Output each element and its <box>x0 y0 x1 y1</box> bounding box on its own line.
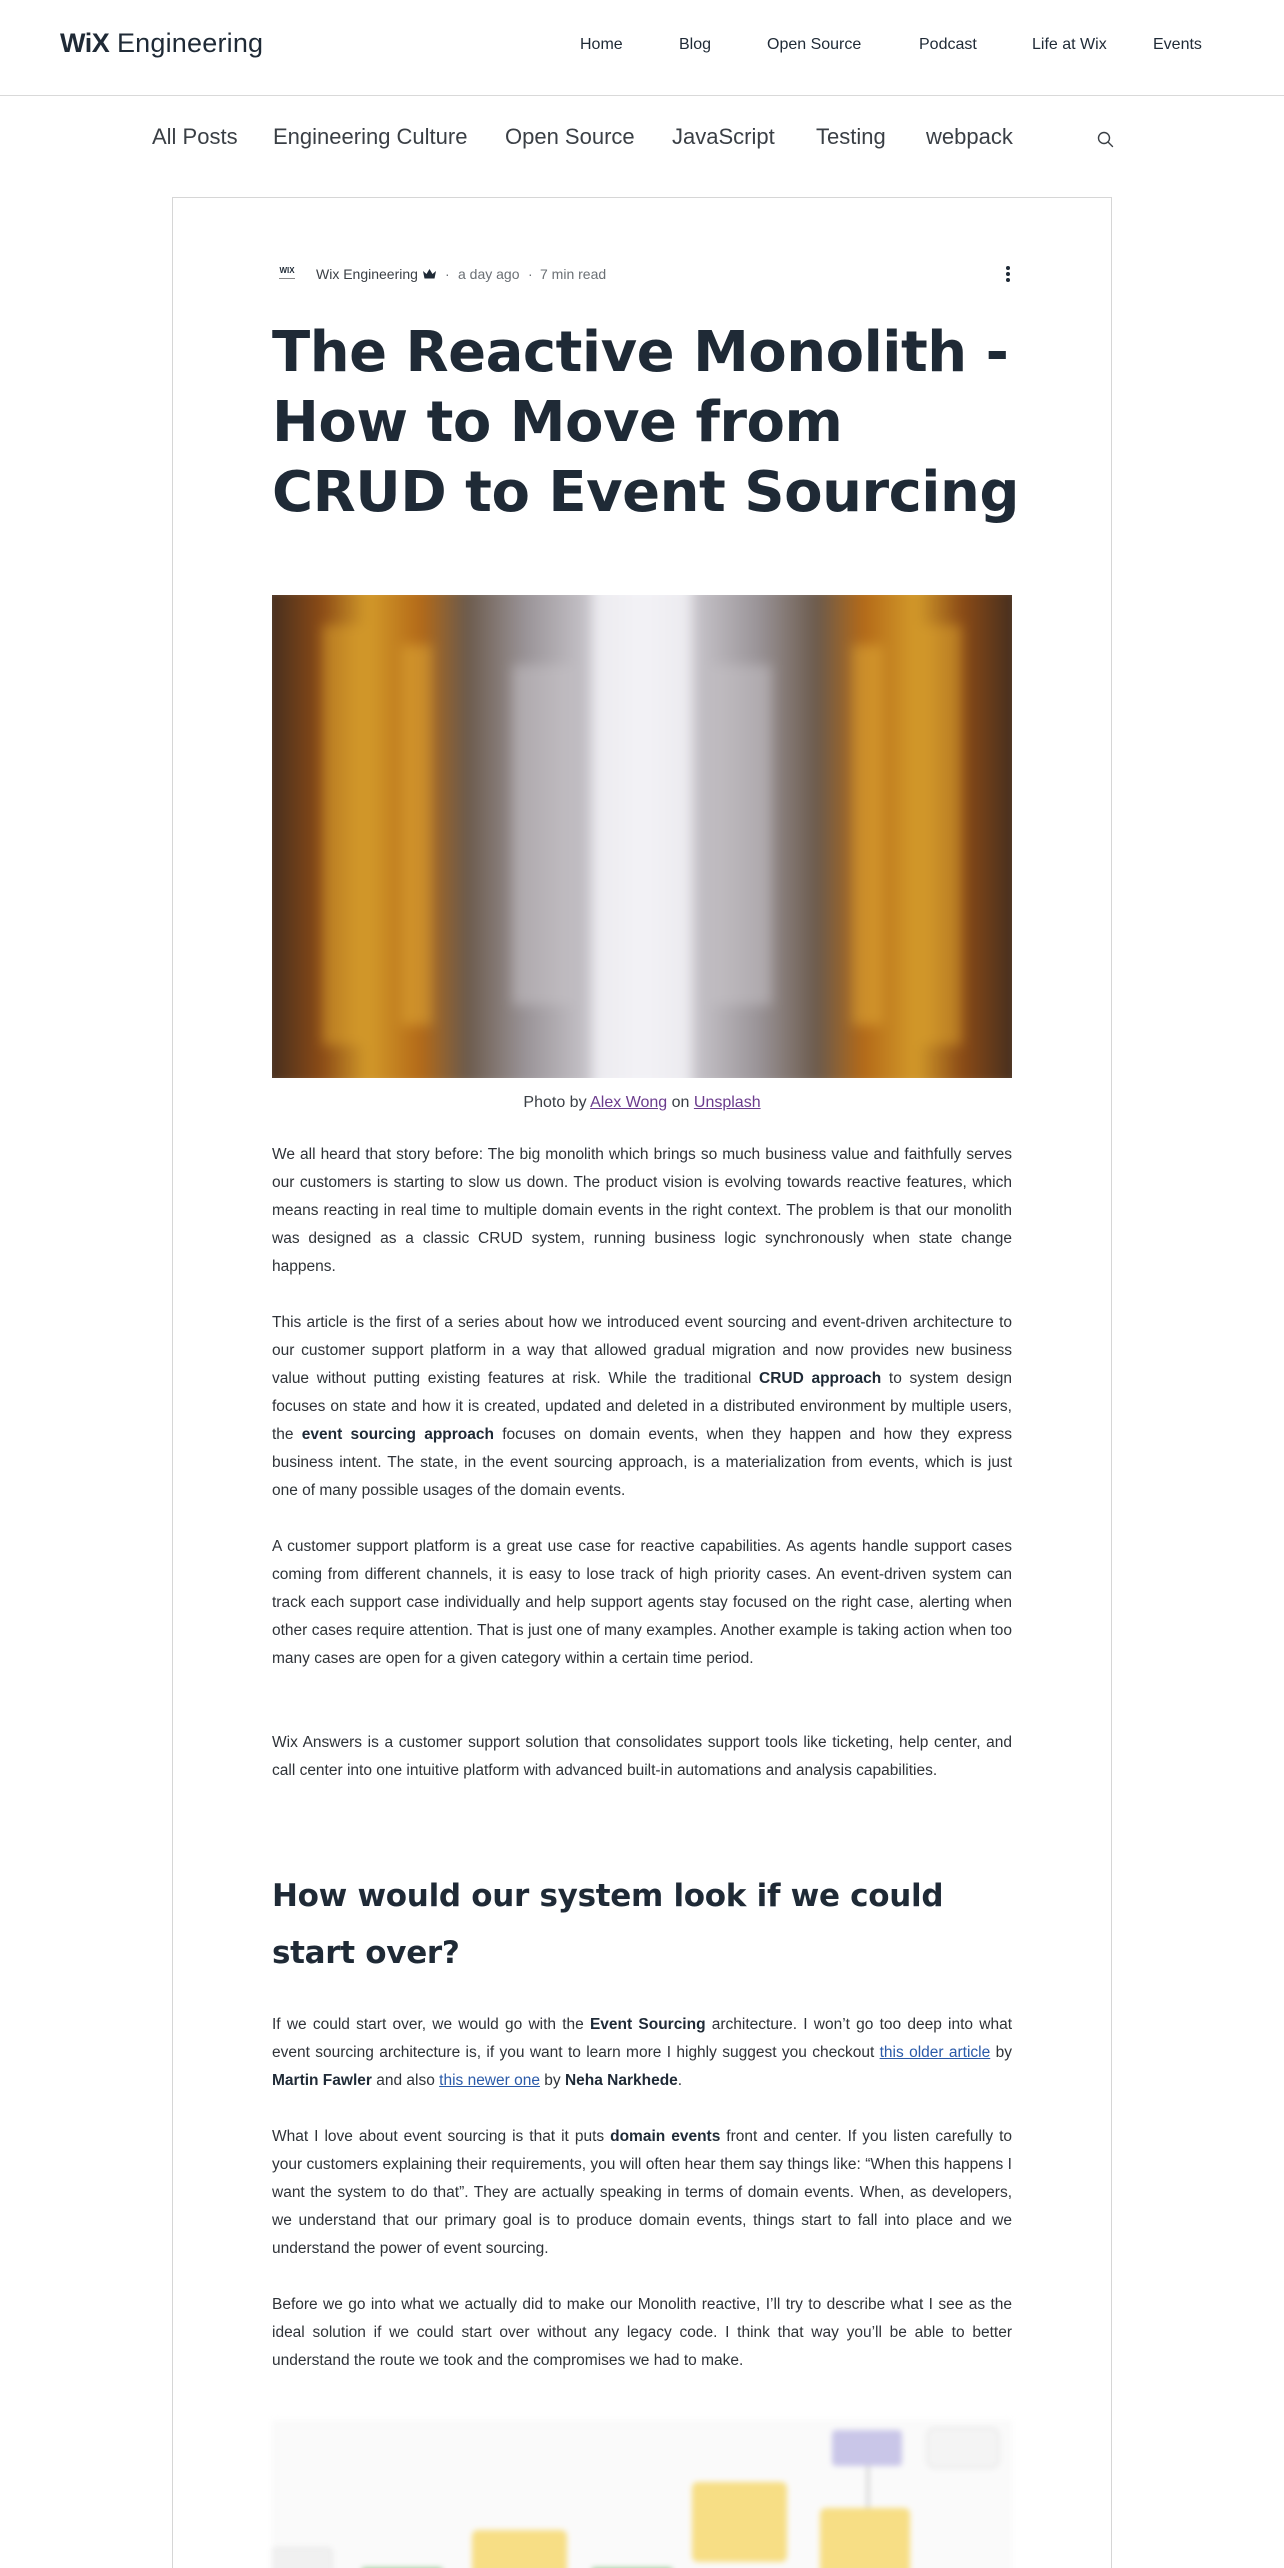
category-testing[interactable]: Testing <box>816 124 886 149</box>
p6-text-a: What I love about event sourcing is that it puts <box>272 2128 611 2145</box>
nav-events[interactable]: Events <box>1153 36 1202 53</box>
meta-separator-2: · <box>528 266 533 282</box>
unsplash-link[interactable]: Unsplash <box>693 1094 761 1111</box>
p5-text-g: . <box>677 2072 683 2089</box>
more-options-icon[interactable] <box>1000 264 1016 286</box>
nav-life-at-wix[interactable]: Life at Wix <box>1032 36 1107 53</box>
p2-bold-crud: CRUD approach <box>759 1370 882 1387</box>
category-all-posts[interactable]: All Posts <box>152 124 238 149</box>
caption-middle: on <box>667 1094 694 1111</box>
p5-bold-neha-narkhede: Neha Narkhede <box>564 2072 678 2089</box>
newer-article-link[interactable]: this newer one <box>439 2072 540 2089</box>
category-webpack[interactable]: webpack <box>926 124 1013 149</box>
p6-bold-domain-events: domain events <box>610 2128 721 2145</box>
avatar-text: WIX <box>279 266 295 275</box>
author-row <box>272 262 1014 286</box>
p2-text-c: to system design focuses on state and how it is created, updated and deleted in a distributed environment by multiple users, the <box>272 1370 1012 1443</box>
caption-prefix: Photo by <box>523 1094 591 1111</box>
section-heading: How would our system look if we could start over? <box>272 1878 944 1971</box>
paragraph-5 <box>272 2011 1012 2095</box>
p5-text-c: architecture. I won’t go too deep into what event sourcing architecture is, if you want to learn more I highly suggest you checkout <box>272 2016 1012 2061</box>
p2-text-d: focuses on domain events, when they happen and how they express business intent. The state, in the event sourcing approach, is a materialization from events, which is just one of many possible usages of the domain events. <box>272 1426 1013 1499</box>
category-engineering-culture[interactable]: Engineering Culture <box>273 124 468 149</box>
avatar[interactable] <box>272 262 302 286</box>
hero-image <box>272 595 1012 1078</box>
category-javascript[interactable]: JavaScript <box>672 124 775 149</box>
paragraph-4: Wix Answers is a customer support solution that consolidates support tools like ticketing, help center, and call center into one intuitive platform with advanced built-in automations and analysis capabilities. <box>272 1734 1012 1779</box>
architecture-diagram <box>272 2420 1012 2568</box>
author-name[interactable]: Wix Engineering <box>316 266 418 282</box>
p5-bold-event-sourcing: Event Sourcing <box>589 2016 706 2033</box>
paragraph-1: We all heard that story before: The big monolith which brings so much business value and faithfully serves our customers is starting to slow us down. The product vision is evolving towards reactive features, which means reacting in real time to multiple domain events in the right context. The problem is that our monolith was designed as a classic CRUD system, running business logic synchronously when state change happens. <box>272 1146 1012 1275</box>
p2-text-a: This article is the first of a series about how we introduced event sourcing and event-driven architecture to our customer support platform in a way that allowed gradual migration and now provides new business value without putting existing features at risk. While the traditional <box>272 1314 1012 1387</box>
older-article-link[interactable]: this older article <box>879 2044 991 2061</box>
site-header <box>0 0 1284 96</box>
site-logo[interactable] <box>60 28 263 59</box>
p6-text-c: front and center. If you listen carefully to your customers explaining their requirements, you will often hear them say things like: “When this happens I want the system to do that”. They are actually speaking in terms of domain events. When, as developers, we understand that our primary goal is to produce domain events, things start to fall into place and we understand the power of event sourcing. <box>272 2128 1013 2257</box>
logo-text: Engineering <box>116 28 264 58</box>
meta-separator-1: · <box>445 266 450 282</box>
p5-text-d: by <box>990 2044 1012 2061</box>
read-time: 7 min read <box>540 266 607 282</box>
p5-bold-martin-fawler: Martin Fawler <box>272 2072 372 2089</box>
paragraph-2 <box>272 1309 1012 1505</box>
crown-icon <box>422 267 437 279</box>
p5-text-f: by <box>539 2072 565 2089</box>
p2-bold-event-sourcing: event sourcing approach <box>301 1426 494 1443</box>
logo-wix: WiX <box>60 28 110 58</box>
category-open-source[interactable]: Open Source <box>505 124 635 149</box>
p5-text-a: If we could start over, we would go with the <box>272 2016 590 2033</box>
nav-podcast[interactable]: Podcast <box>919 36 977 53</box>
p5-text-e: and also <box>371 2072 440 2089</box>
post-time: a day ago <box>458 266 520 282</box>
search-icon[interactable] <box>1094 128 1118 152</box>
nav-blog[interactable]: Blog <box>679 36 712 53</box>
photographer-link[interactable]: Alex Wong <box>590 1094 668 1111</box>
nav-home[interactable]: Home <box>580 36 623 53</box>
paragraph-7: Before we go into what we actually did to make our Monolith reactive, I’ll try to describe what I see as the ideal solution if we could start over without any legacy code. I think that way you’ll be able to better understand the route we took and the compromises we had to make. <box>272 2296 1012 2369</box>
post-title: The Reactive Monolith - How to Move from CRUD to Event Sourcing <box>272 320 1019 525</box>
paragraph-6 <box>272 2123 1012 2263</box>
category-bar <box>0 96 1284 198</box>
nav-open-source[interactable]: Open Source <box>767 36 862 53</box>
image-caption <box>272 1094 1012 1112</box>
paragraph-3: A customer support platform is a great use case for reactive capabilities. As agents handle support cases coming from different channels, it is easy to lose track of high priority cases. An event-driven system can track each support case individually and help support agents stay focused on the right case, alerting when other cases require attention. That is just one of many examples. Another example is taking action when too many cases are open for a given category within a certain time period. <box>272 1538 1012 1667</box>
